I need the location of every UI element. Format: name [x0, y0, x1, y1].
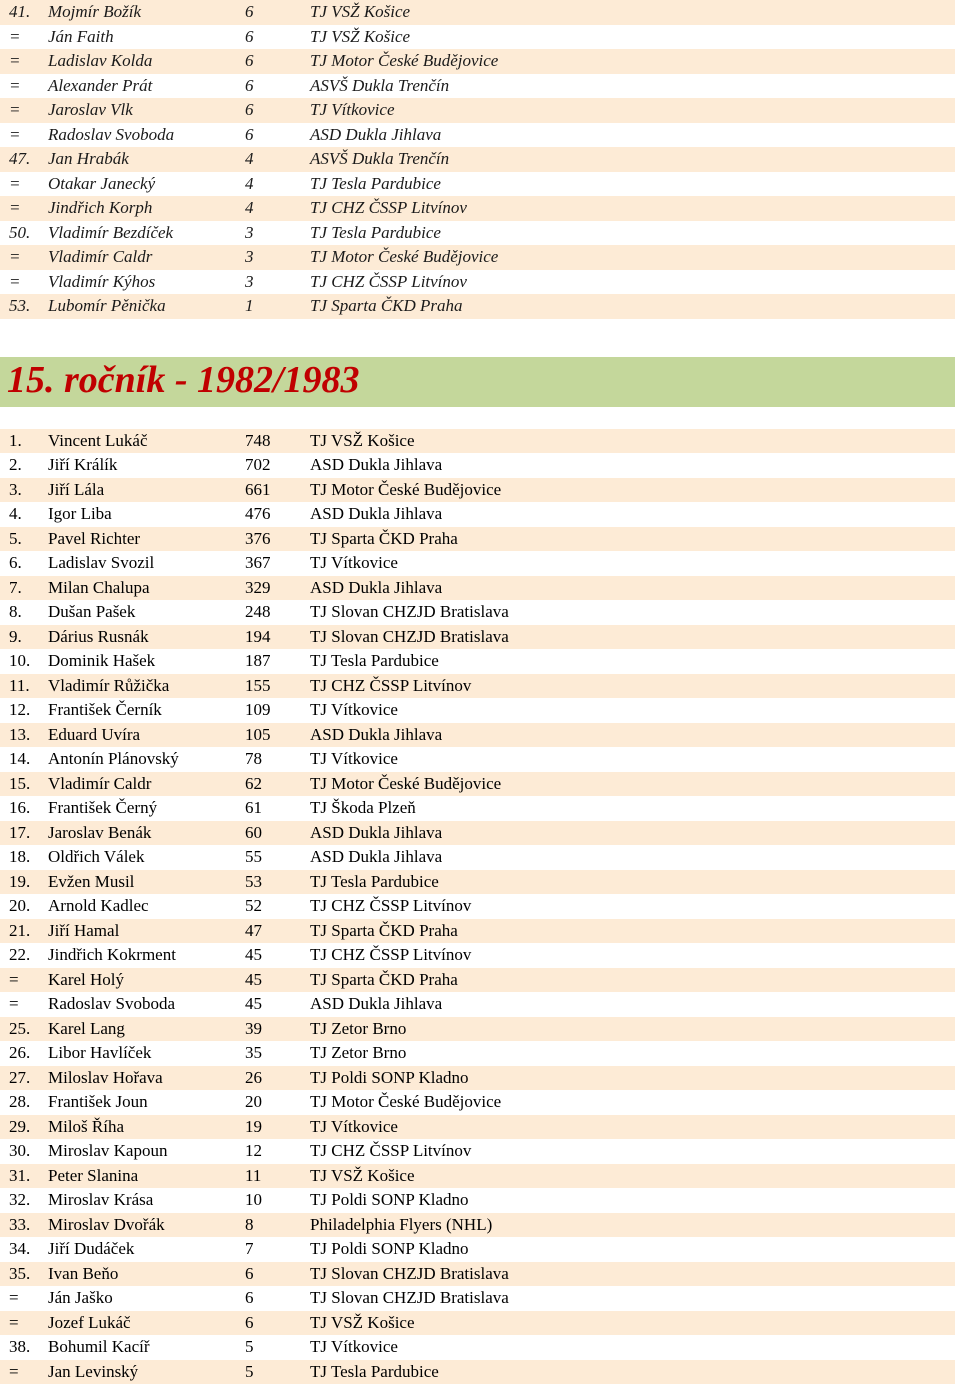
table-row: [0, 600, 955, 625]
rank-cell: 2.: [9, 455, 22, 474]
club-cell: TJ Tesla Pardubice: [310, 173, 441, 193]
club-cell: Philadelphia Flyers (NHL): [310, 1214, 493, 1234]
player-name-cell: Peter Slanina: [48, 1165, 139, 1185]
club-cell: TJ Slovan CHZJD Bratislava: [310, 602, 509, 621]
club-cell: TJ Škoda Plzeň: [310, 798, 416, 817]
player-name-cell: Arnold Kadlec: [48, 896, 149, 915]
table-row: [0, 49, 955, 74]
rank-cell: =: [9, 26, 21, 46]
player-name-cell: Vladimír Caldr: [48, 247, 153, 266]
rank-cell: 25.: [9, 1018, 31, 1038]
table-row: [0, 294, 955, 319]
player-name-cell: Miloš Říha: [48, 1116, 125, 1136]
club-cell: TJ CHZ ČSSP Litvínov: [310, 896, 472, 915]
player-name-cell: Jaroslav Benák: [48, 822, 152, 842]
club-cell: TJ CHZ ČSSP Litvínov: [310, 198, 467, 217]
table-row: [0, 943, 955, 968]
rank-cell: =: [9, 124, 21, 144]
player-name-cell: Libor Havlíček: [48, 1043, 152, 1062]
player-name-cell: Dárius Rusnák: [48, 626, 149, 646]
points-cell: 61: [245, 798, 262, 817]
points-cell: 6: [245, 2, 254, 21]
season-title: 15. ročník - 1982/1983: [0, 357, 955, 407]
rank-cell: 17.: [9, 822, 31, 842]
club-cell: TJ VSŽ Košice: [310, 1165, 415, 1185]
rank-cell: 35.: [9, 1263, 31, 1283]
points-cell: 45: [245, 945, 262, 964]
club-cell: TJ Tesla Pardubice: [310, 651, 439, 670]
table-row: [0, 1164, 955, 1189]
rank-cell: =: [9, 1312, 19, 1332]
points-cell: 12: [245, 1141, 262, 1160]
club-cell: TJ VSŽ Košice: [310, 1312, 415, 1332]
table-row: [0, 992, 955, 1017]
table-row: [0, 245, 955, 270]
player-name-cell: Dominik Hašek: [48, 651, 156, 670]
table-row: [0, 845, 955, 870]
points-cell: 39: [245, 1018, 262, 1038]
points-cell: 3: [245, 271, 254, 291]
club-cell: TJ Tesla Pardubice: [310, 1361, 439, 1381]
player-name-cell: Jozef Lukáč: [48, 1312, 131, 1332]
club-cell: TJ Zetor Brno: [310, 1043, 407, 1062]
table-row: [0, 968, 955, 993]
table-row: [0, 98, 955, 123]
club-cell: TJ Vítkovice: [310, 700, 398, 719]
points-cell: 1: [245, 296, 254, 315]
points-cell: 52: [245, 896, 262, 915]
rank-cell: =: [9, 100, 21, 119]
points-cell: 4: [245, 173, 254, 193]
points-cell: 748: [245, 430, 271, 450]
player-name-cell: Oldřich Válek: [48, 847, 145, 866]
points-cell: 6: [245, 1263, 254, 1283]
table-row: [0, 796, 955, 821]
table-row: [0, 502, 955, 527]
player-name-cell: Jindřich Kokrment: [48, 945, 176, 964]
player-name-cell: Karel Holý: [48, 969, 125, 989]
club-cell: TJ Motor České Budějovice: [310, 479, 502, 499]
player-name-cell: Vladimír Caldr: [48, 773, 152, 793]
club-cell: ASD Dukla Jihlava: [310, 455, 443, 474]
rank-cell: 3.: [9, 479, 22, 499]
points-cell: 5: [245, 1337, 254, 1356]
rank-cell: 53.: [9, 296, 31, 315]
player-name-cell: Ján Faith: [48, 26, 114, 46]
points-cell: 6: [245, 100, 254, 119]
table-row: [0, 1262, 955, 1287]
table-row: [0, 1286, 955, 1311]
points-cell: 45: [245, 994, 262, 1013]
rank-cell: 14.: [9, 749, 31, 768]
points-cell: 4: [245, 149, 254, 168]
club-cell: TJ Vítkovice: [310, 100, 395, 119]
points-cell: 3: [245, 247, 254, 266]
club-cell: TJ VSŽ Košice: [310, 430, 415, 450]
rank-cell: 11.: [9, 675, 30, 695]
table-row: [0, 1139, 955, 1164]
rank-cell: 7.: [9, 577, 22, 597]
player-name-cell: Alexander Prát: [48, 75, 153, 95]
table-row: [0, 698, 955, 723]
club-cell: TJ Sparta ČKD Praha: [310, 920, 458, 940]
player-name-cell: Vladimír Růžička: [48, 675, 170, 695]
points-cell: 194: [245, 626, 271, 646]
rank-cell: =: [9, 969, 19, 989]
rank-cell: 29.: [9, 1116, 31, 1136]
rank-cell: 4.: [9, 504, 22, 523]
table-row: [0, 551, 955, 576]
table-row: [0, 772, 955, 797]
rank-cell: 47.: [9, 149, 31, 168]
player-name-cell: Vladimír Kýhos: [48, 271, 156, 291]
points-cell: 19: [245, 1116, 262, 1136]
table-row: [0, 870, 955, 895]
club-cell: ASD Dukla Jihlava: [310, 504, 443, 523]
points-cell: 367: [245, 553, 271, 572]
club-cell: TJ Slovan CHZJD Bratislava: [310, 1263, 509, 1283]
points-cell: 78: [245, 749, 262, 768]
table-row: [0, 1311, 955, 1336]
table-row: [0, 147, 955, 172]
table-row: [0, 527, 955, 552]
player-name-cell: Jaroslav Vlk: [48, 100, 133, 119]
table-row: [0, 625, 955, 650]
rank-cell: 30.: [9, 1141, 31, 1160]
table-row: [0, 0, 955, 25]
player-name-cell: Jindřich Korph: [48, 198, 153, 217]
points-cell: 661: [245, 479, 271, 499]
club-cell: TJ Poldi SONP Kladno: [310, 1190, 469, 1209]
rank-cell: 26.: [9, 1043, 31, 1062]
spacer: [0, 407, 960, 429]
player-name-cell: Antonín Plánovský: [48, 749, 179, 768]
player-name-cell: Karel Lang: [48, 1018, 125, 1038]
club-cell: TJ Poldi SONP Kladno: [310, 1067, 469, 1087]
player-name-cell: František Joun: [48, 1092, 148, 1111]
club-cell: ASD Dukla Jihlava: [310, 724, 443, 744]
rank-cell: 19.: [9, 871, 31, 891]
table-row: [0, 674, 955, 699]
table-row: [0, 1066, 955, 1091]
points-cell: 60: [245, 822, 262, 842]
player-name-cell: Milan Chalupa: [48, 577, 150, 597]
player-name-cell: Miroslav Krása: [48, 1190, 154, 1209]
rank-cell: 22.: [9, 945, 31, 964]
player-name-cell: Radoslav Svoboda: [48, 994, 176, 1013]
points-cell: 45: [245, 969, 262, 989]
player-name-cell: Bohumil Kacíř: [48, 1337, 150, 1356]
table-row: [0, 123, 955, 148]
player-name-cell: Miroslav Dvořák: [48, 1214, 165, 1234]
points-cell: 53: [245, 871, 262, 891]
points-cell: 4: [245, 198, 254, 217]
points-cell: 26: [245, 1067, 262, 1087]
club-cell: TJ CHZ ČSSP Litvínov: [310, 675, 472, 695]
player-name-cell: Ladislav Svozil: [48, 553, 155, 572]
rank-cell: 27.: [9, 1067, 31, 1087]
player-name-cell: Jiří Králík: [48, 455, 118, 474]
club-cell: TJ VSŽ Košice: [310, 2, 411, 21]
player-name-cell: Dušan Pašek: [48, 602, 136, 621]
club-cell: TJ Slovan CHZJD Bratislava: [310, 626, 509, 646]
points-cell: 6: [245, 1288, 254, 1307]
club-cell: TJ Tesla Pardubice: [310, 871, 439, 891]
points-cell: 10: [245, 1190, 262, 1209]
club-cell: TJ Motor České Budějovice: [310, 247, 499, 266]
table-row: [0, 429, 955, 454]
points-cell: 7: [245, 1239, 254, 1258]
rank-cell: 38.: [9, 1337, 31, 1356]
club-cell: TJ Sparta ČKD Praha: [310, 969, 458, 989]
table-row: [0, 196, 955, 221]
points-cell: 5: [245, 1361, 254, 1381]
rank-cell: 9.: [9, 626, 22, 646]
player-name-cell: Vladimír Bezdíček: [48, 222, 174, 242]
player-name-cell: Ján Jaško: [48, 1288, 113, 1307]
rank-cell: 20.: [9, 896, 31, 915]
rank-cell: 18.: [9, 847, 31, 866]
rank-cell: 33.: [9, 1214, 31, 1234]
rank-cell: 16.: [9, 798, 31, 817]
points-cell: 6: [245, 26, 254, 46]
player-name-cell: Jiří Hamal: [48, 920, 120, 940]
rank-cell: 13.: [9, 724, 31, 744]
points-cell: 476: [245, 504, 271, 523]
player-name-cell: Lubomír Pěnička: [48, 296, 166, 315]
points-cell: 187: [245, 651, 271, 670]
club-cell: ASD Dukla Jihlava: [310, 994, 443, 1013]
table-row: [0, 1115, 955, 1140]
points-cell: 62: [245, 773, 262, 793]
points-cell: 20: [245, 1092, 262, 1111]
points-cell: 35: [245, 1043, 262, 1062]
points-cell: 6: [245, 75, 254, 95]
club-cell: TJ Tesla Pardubice: [310, 222, 441, 242]
rank-cell: 21.: [9, 920, 31, 940]
rank-cell: =: [9, 51, 21, 70]
player-name-cell: Evžen Musil: [48, 871, 135, 891]
points-cell: 8: [245, 1214, 254, 1234]
player-name-cell: Miroslav Kapoun: [48, 1141, 168, 1160]
rank-cell: =: [9, 173, 21, 193]
rank-cell: 8.: [9, 602, 22, 621]
points-cell: 3: [245, 222, 254, 242]
points-cell: 11: [245, 1165, 262, 1185]
club-cell: TJ Vítkovice: [310, 553, 398, 572]
player-name-cell: Ivan Beňo: [48, 1263, 119, 1283]
rank-cell: 10.: [9, 651, 31, 670]
table-row: [0, 894, 955, 919]
rank-cell: =: [9, 198, 21, 217]
club-cell: TJ Motor České Budějovice: [310, 51, 499, 70]
rank-cell: 28.: [9, 1092, 31, 1111]
points-cell: 155: [245, 675, 271, 695]
club-cell: ASD Dukla Jihlava: [310, 577, 443, 597]
club-cell: TJ Sparta ČKD Praha: [310, 296, 463, 315]
club-cell: TJ Motor České Budějovice: [310, 1092, 502, 1111]
table-row: [0, 576, 955, 601]
points-cell: 6: [245, 1312, 254, 1332]
club-cell: TJ Motor České Budějovice: [310, 773, 502, 793]
rank-cell: 12.: [9, 700, 31, 719]
rank-cell: 50.: [9, 222, 31, 242]
player-name-cell: Pavel Richter: [48, 528, 141, 548]
club-cell: ASD Dukla Jihlava: [310, 847, 443, 866]
rank-cell: 41.: [9, 2, 31, 21]
points-cell: 55: [245, 847, 262, 866]
club-cell: TJ Slovan CHZJD Bratislava: [310, 1288, 509, 1307]
table-row: [0, 1237, 955, 1262]
player-name-cell: František Černík: [48, 700, 162, 719]
rank-cell: 31.: [9, 1165, 31, 1185]
table-row: [0, 221, 955, 246]
table-row: [0, 723, 955, 748]
previous-season-table: [0, 0, 960, 319]
table-row: [0, 747, 955, 772]
rank-cell: 15.: [9, 773, 31, 793]
club-cell: TJ VSŽ Košice: [310, 26, 411, 46]
club-cell: TJ Zetor Brno: [310, 1018, 407, 1038]
spacer: [0, 319, 960, 357]
rank-cell: =: [9, 75, 21, 95]
points-cell: 6: [245, 51, 254, 70]
points-cell: 109: [245, 700, 271, 719]
player-name-cell: Miloslav Hořava: [48, 1067, 163, 1087]
table-row: [0, 74, 955, 99]
table-row: [0, 919, 955, 944]
table-row: [0, 172, 955, 197]
table-row: [0, 1041, 955, 1066]
player-name-cell: Otakar Janecký: [48, 173, 156, 193]
player-name-cell: Igor Liba: [48, 504, 112, 523]
club-cell: TJ Vítkovice: [310, 749, 398, 768]
club-cell: ASVŠ Dukla Trenčín: [310, 149, 450, 168]
player-name-cell: Jan Levinský: [48, 1361, 139, 1381]
points-cell: 702: [245, 455, 271, 474]
points-cell: 329: [245, 577, 271, 597]
player-name-cell: Jiří Lála: [48, 479, 105, 499]
table-row: [0, 1335, 955, 1360]
rank-cell: =: [9, 1361, 19, 1381]
table-row: [0, 1090, 955, 1115]
rank-cell: 32.: [9, 1190, 31, 1209]
rank-cell: =: [9, 1288, 19, 1307]
season-standings-table: [0, 429, 960, 1385]
rank-cell: =: [9, 994, 19, 1013]
club-cell: TJ CHZ ČSSP Litvínov: [310, 945, 472, 964]
player-name-cell: Mojmír Božík: [48, 2, 142, 21]
points-cell: 47: [245, 920, 262, 940]
table-row: [0, 1017, 955, 1042]
rank-cell: 34.: [9, 1239, 31, 1258]
club-cell: TJ Poldi SONP Kladno: [310, 1239, 469, 1258]
table-row: [0, 453, 955, 478]
table-row: [0, 1213, 955, 1238]
player-name-cell: Ladislav Kolda: [48, 51, 153, 70]
player-name-cell: František Černý: [48, 798, 158, 817]
table-row: [0, 270, 955, 295]
player-name-cell: Jan Hrabák: [48, 149, 129, 168]
club-cell: TJ CHZ ČSSP Litvínov: [310, 1141, 472, 1160]
points-cell: 376: [245, 528, 271, 548]
table-row: [0, 821, 955, 846]
table-row: [0, 649, 955, 674]
player-name-cell: Jiří Dudáček: [48, 1239, 135, 1258]
player-name-cell: Vincent Lukáč: [48, 430, 148, 450]
points-cell: 105: [245, 724, 271, 744]
table-row: [0, 478, 955, 503]
club-cell: TJ CHZ ČSSP Litvínov: [310, 271, 467, 291]
club-cell: ASVŠ Dukla Trenčín: [310, 75, 450, 95]
rank-cell: 5.: [9, 528, 22, 548]
points-cell: 6: [245, 124, 254, 144]
player-name-cell: Eduard Uvíra: [48, 724, 141, 744]
club-cell: TJ Vítkovice: [310, 1337, 398, 1356]
rank-cell: =: [9, 271, 21, 291]
table-row: [0, 1188, 955, 1213]
points-cell: 248: [245, 602, 271, 621]
table-row: [0, 1360, 955, 1385]
rank-cell: 1.: [9, 430, 22, 450]
rank-cell: =: [9, 247, 21, 266]
rank-cell: 6.: [9, 553, 22, 572]
club-cell: ASD Dukla Jihlava: [310, 822, 443, 842]
club-cell: ASD Dukla Jihlava: [310, 124, 442, 144]
club-cell: TJ Sparta ČKD Praha: [310, 528, 458, 548]
table-row: [0, 25, 955, 50]
club-cell: TJ Vítkovice: [310, 1116, 398, 1136]
player-name-cell: Radoslav Svoboda: [48, 124, 175, 144]
